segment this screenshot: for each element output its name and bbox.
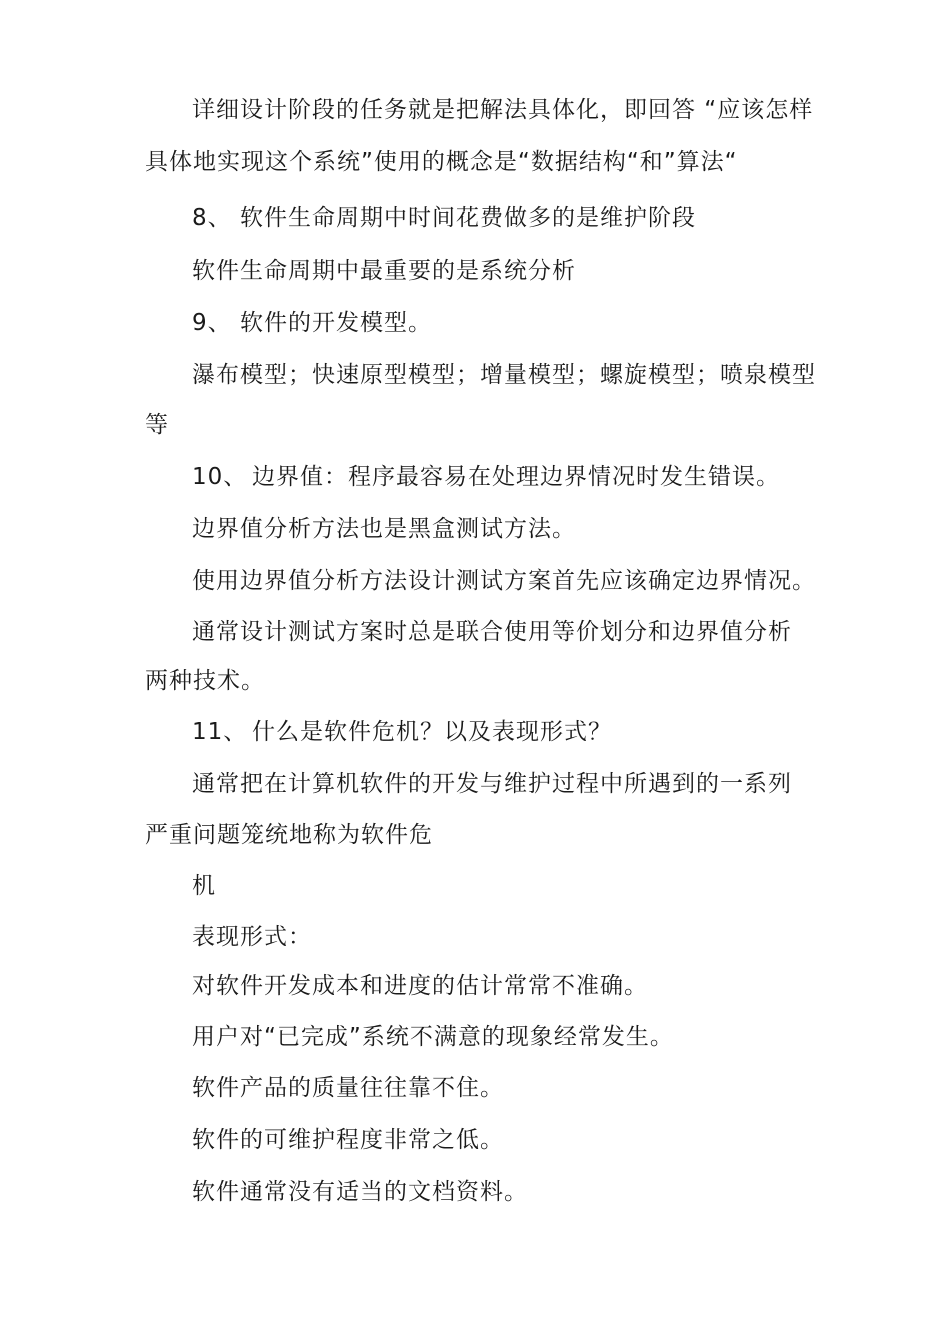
paragraph-line: 具体地实现这个系统”使用的概念是“数据结构“和”算法“ (145, 149, 738, 175)
paragraph-line: 机 (192, 873, 216, 899)
paragraph-line: 两种技术。 (145, 668, 265, 694)
paragraph-line: 边界值分析方法也是黑盒测试方法。 (192, 516, 576, 542)
paragraph-line: 瀑布模型；快速原型模型；增量模型；螺旋模型；喷泉模型 (192, 362, 816, 388)
paragraph-line: 软件产品的质量往往靠不住。 (192, 1075, 504, 1101)
paragraph-line: 软件通常没有适当的文档资料。 (192, 1179, 528, 1205)
item-number: 9、 (192, 310, 232, 336)
paragraph-line: 严重问题笼统地称为软件危 (145, 822, 433, 848)
item-text: 什么是软件危机？以及表现形式？ (252, 719, 612, 745)
list-item-9 (192, 307, 432, 339)
paragraph-line: 通常设计测试方案时总是联合使用等价划分和边界值分析 (192, 619, 792, 645)
paragraph-line: 等 (145, 412, 169, 438)
paragraph-line: 使用边界值分析方法设计测试方案首先应该确定边界情况。 (192, 568, 816, 594)
item-text: 软件的开发模型。 (240, 310, 432, 336)
paragraph-line: 用户对“已完成”系统不满意的现象经常发生。 (192, 1024, 674, 1050)
list-item-11 (192, 716, 612, 748)
item-number: 11、 (192, 719, 248, 745)
paragraph-line: 软件生命周期中最重要的是系统分析 (192, 258, 576, 284)
list-item-8 (192, 202, 696, 234)
paragraph-line: 详细设计阶段的任务就是把解法具体化，即回答 “应该怎样 (192, 97, 814, 123)
paragraph-line: 软件的可维护程度非常之低。 (192, 1127, 504, 1153)
list-item-10 (192, 461, 780, 493)
paragraph-line: 表现形式： (192, 924, 312, 950)
paragraph-line: 对软件开发成本和进度的估计常常不准确。 (192, 973, 648, 999)
paragraph-line: 通常把在计算机软件的开发与维护过程中所遇到的一系列 (192, 771, 792, 797)
item-number: 10、 (192, 464, 248, 490)
item-text: 软件生命周期中时间花费做多的是维护阶段 (240, 205, 696, 231)
item-number: 8、 (192, 205, 232, 231)
item-text: 边界值：程序最容易在处理边界情况时发生错误。 (252, 464, 780, 490)
